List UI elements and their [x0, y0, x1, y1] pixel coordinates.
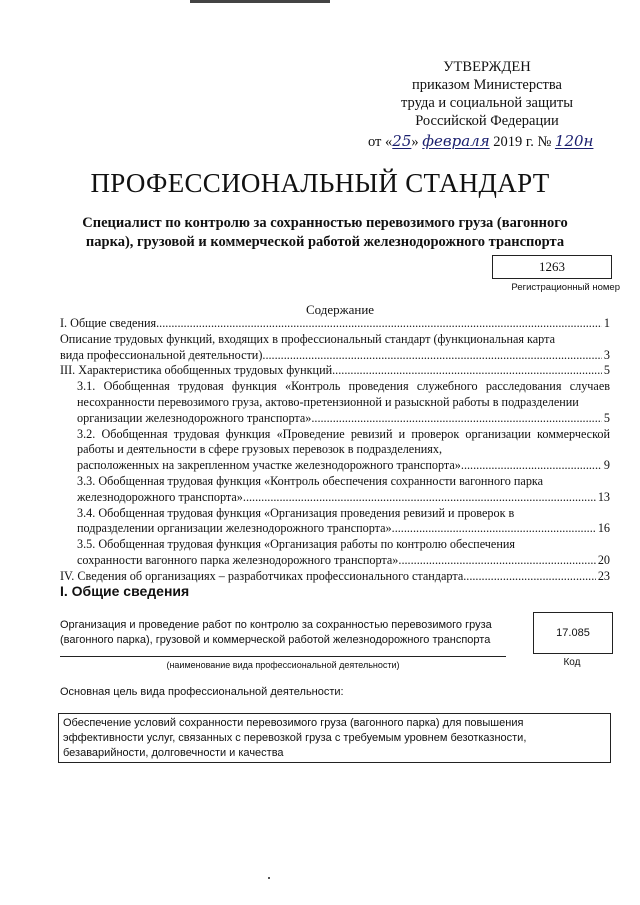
- toc-page: 13: [597, 489, 610, 504]
- toc-entry[interactable]: 3.4. Обобщенная трудовая функция «Организация проведения ревизий и проверок в: [77, 505, 515, 520]
- approval-line: труда и социальной защиты: [401, 95, 573, 111]
- toc-entry-cont: вида профессиональной деятельности) ..... 3: [60, 348, 610, 364]
- toc-entry-cont: железнодорожного транспорта» ..... 13: [60, 490, 610, 506]
- table-of-contents: [60, 316, 610, 585]
- scan-edge-mark: [190, 0, 330, 3]
- toc-entry-text: I. Общие сведения: [60, 316, 157, 330]
- activity-kind-text: Организация и проведение работ по контролю за сохранностью перевозимого груза (вагонного парка), грузовой и коммерческой работой железнодорожного транспорта: [60, 619, 492, 646]
- toc-entry-cont: организации железнодорожного транспорта» ..... 5: [60, 411, 610, 427]
- toc-entry[interactable]: Описание трудовых функций, входящих в профессиональный стандарт (функциональная карта: [60, 331, 555, 346]
- toc-entry[interactable]: 3.5. Обобщенная трудовая функция «Организация работы по контролю обеспечения: [77, 537, 515, 552]
- document-title: ПРОФЕССИОНАЛЬНЫЙ СТАНДАРТ: [90, 168, 550, 198]
- approval-line: Российской Федерации: [415, 113, 559, 129]
- toc-entry[interactable]: 3.3. Обобщенная трудовая функция «Контроль обеспечения сохранности вагонного парка: [77, 473, 544, 488]
- toc-page: 9: [603, 458, 610, 473]
- toc-entry[interactable]: [60, 363, 610, 379]
- toc-entry-cont: подразделении организации железнодорожного транспорта» ..... 16: [60, 521, 610, 537]
- goal-box: Обеспечение условий сохранности перевозимого груза (вагонного парка) для повышения эффективности услуг, связанных с перевозкой груза с требуемым уровнем безотказности, безаварийности, долговечности и качества: [58, 713, 611, 763]
- toc-entry-cont: расположенных на закрепленном участке железнодорожного транспорта» ..... 9: [60, 458, 610, 474]
- activity-code-box: 17.085: [533, 612, 613, 654]
- section-heading: I. Общие сведения: [60, 583, 190, 599]
- order-year: 2019 г. №: [493, 134, 552, 150]
- registration-number-box: 1263: [492, 255, 612, 279]
- toc-page: 3: [603, 347, 610, 362]
- toc-page: 23: [597, 568, 610, 583]
- toc-page: 1: [603, 316, 610, 330]
- toc-page: 5: [603, 410, 610, 425]
- order-number-handwritten: 120н: [554, 132, 594, 150]
- activity-kind-underline: [60, 656, 506, 657]
- approval-block: [372, 58, 602, 130]
- toc-page: 20: [597, 552, 610, 567]
- order-month-handwritten: февраля: [422, 132, 490, 150]
- scan-dot: [268, 877, 270, 879]
- toc-entry-text: III. Характеристика обобщенных трудовых функций: [60, 363, 333, 378]
- order-mid: »: [411, 134, 419, 150]
- toc-leader: [156, 316, 602, 332]
- toc-entry[interactable]: 3.2. Обобщенная трудовая функция «Проведение ревизий и проверок организации коммерческой работы и деятельности в сфере грузовых перевозок в подразделениях,: [77, 426, 610, 457]
- document-subtitle: Специалист по контролю за сохранностью перевозимого груза (вагонного парка), грузовой и коммерческой работой железнодорожного транспорта: [82, 215, 568, 250]
- registration-number-label: Регистрационный номер: [511, 282, 620, 293]
- approval-line: УТВЕРЖДЕН: [443, 59, 531, 75]
- toc-heading: Содержание: [305, 302, 375, 317]
- toc-entry[interactable]: [60, 316, 610, 332]
- toc-page: 5: [603, 363, 610, 378]
- activity-code-label: Код: [563, 657, 581, 668]
- toc-page: 16: [597, 521, 610, 536]
- goal-label: Основная цель вида профессиональной деятельности:: [60, 686, 344, 698]
- order-prefix: от «: [368, 134, 393, 150]
- activity-kind-caption: (наименование вида профессиональной деятельности): [166, 660, 400, 670]
- approval-line: приказом Министерства: [412, 77, 562, 93]
- order-day-handwritten: 25: [392, 132, 412, 150]
- toc-entry-cont: сохранности вагонного парка железнодорожного транспорта» ..... 20: [60, 553, 610, 569]
- order-date-line: [368, 132, 628, 151]
- toc-entry-text: IV. Сведения об организациях – разработчиках профессионального стандарта: [60, 568, 464, 583]
- toc-entry[interactable]: 3.1. Обобщенная трудовая функция «Контроль проведения служебного расследования случаев несохранности перевозимого груза, актово-претензионной и разыскной работы в подразделении: [77, 379, 610, 409]
